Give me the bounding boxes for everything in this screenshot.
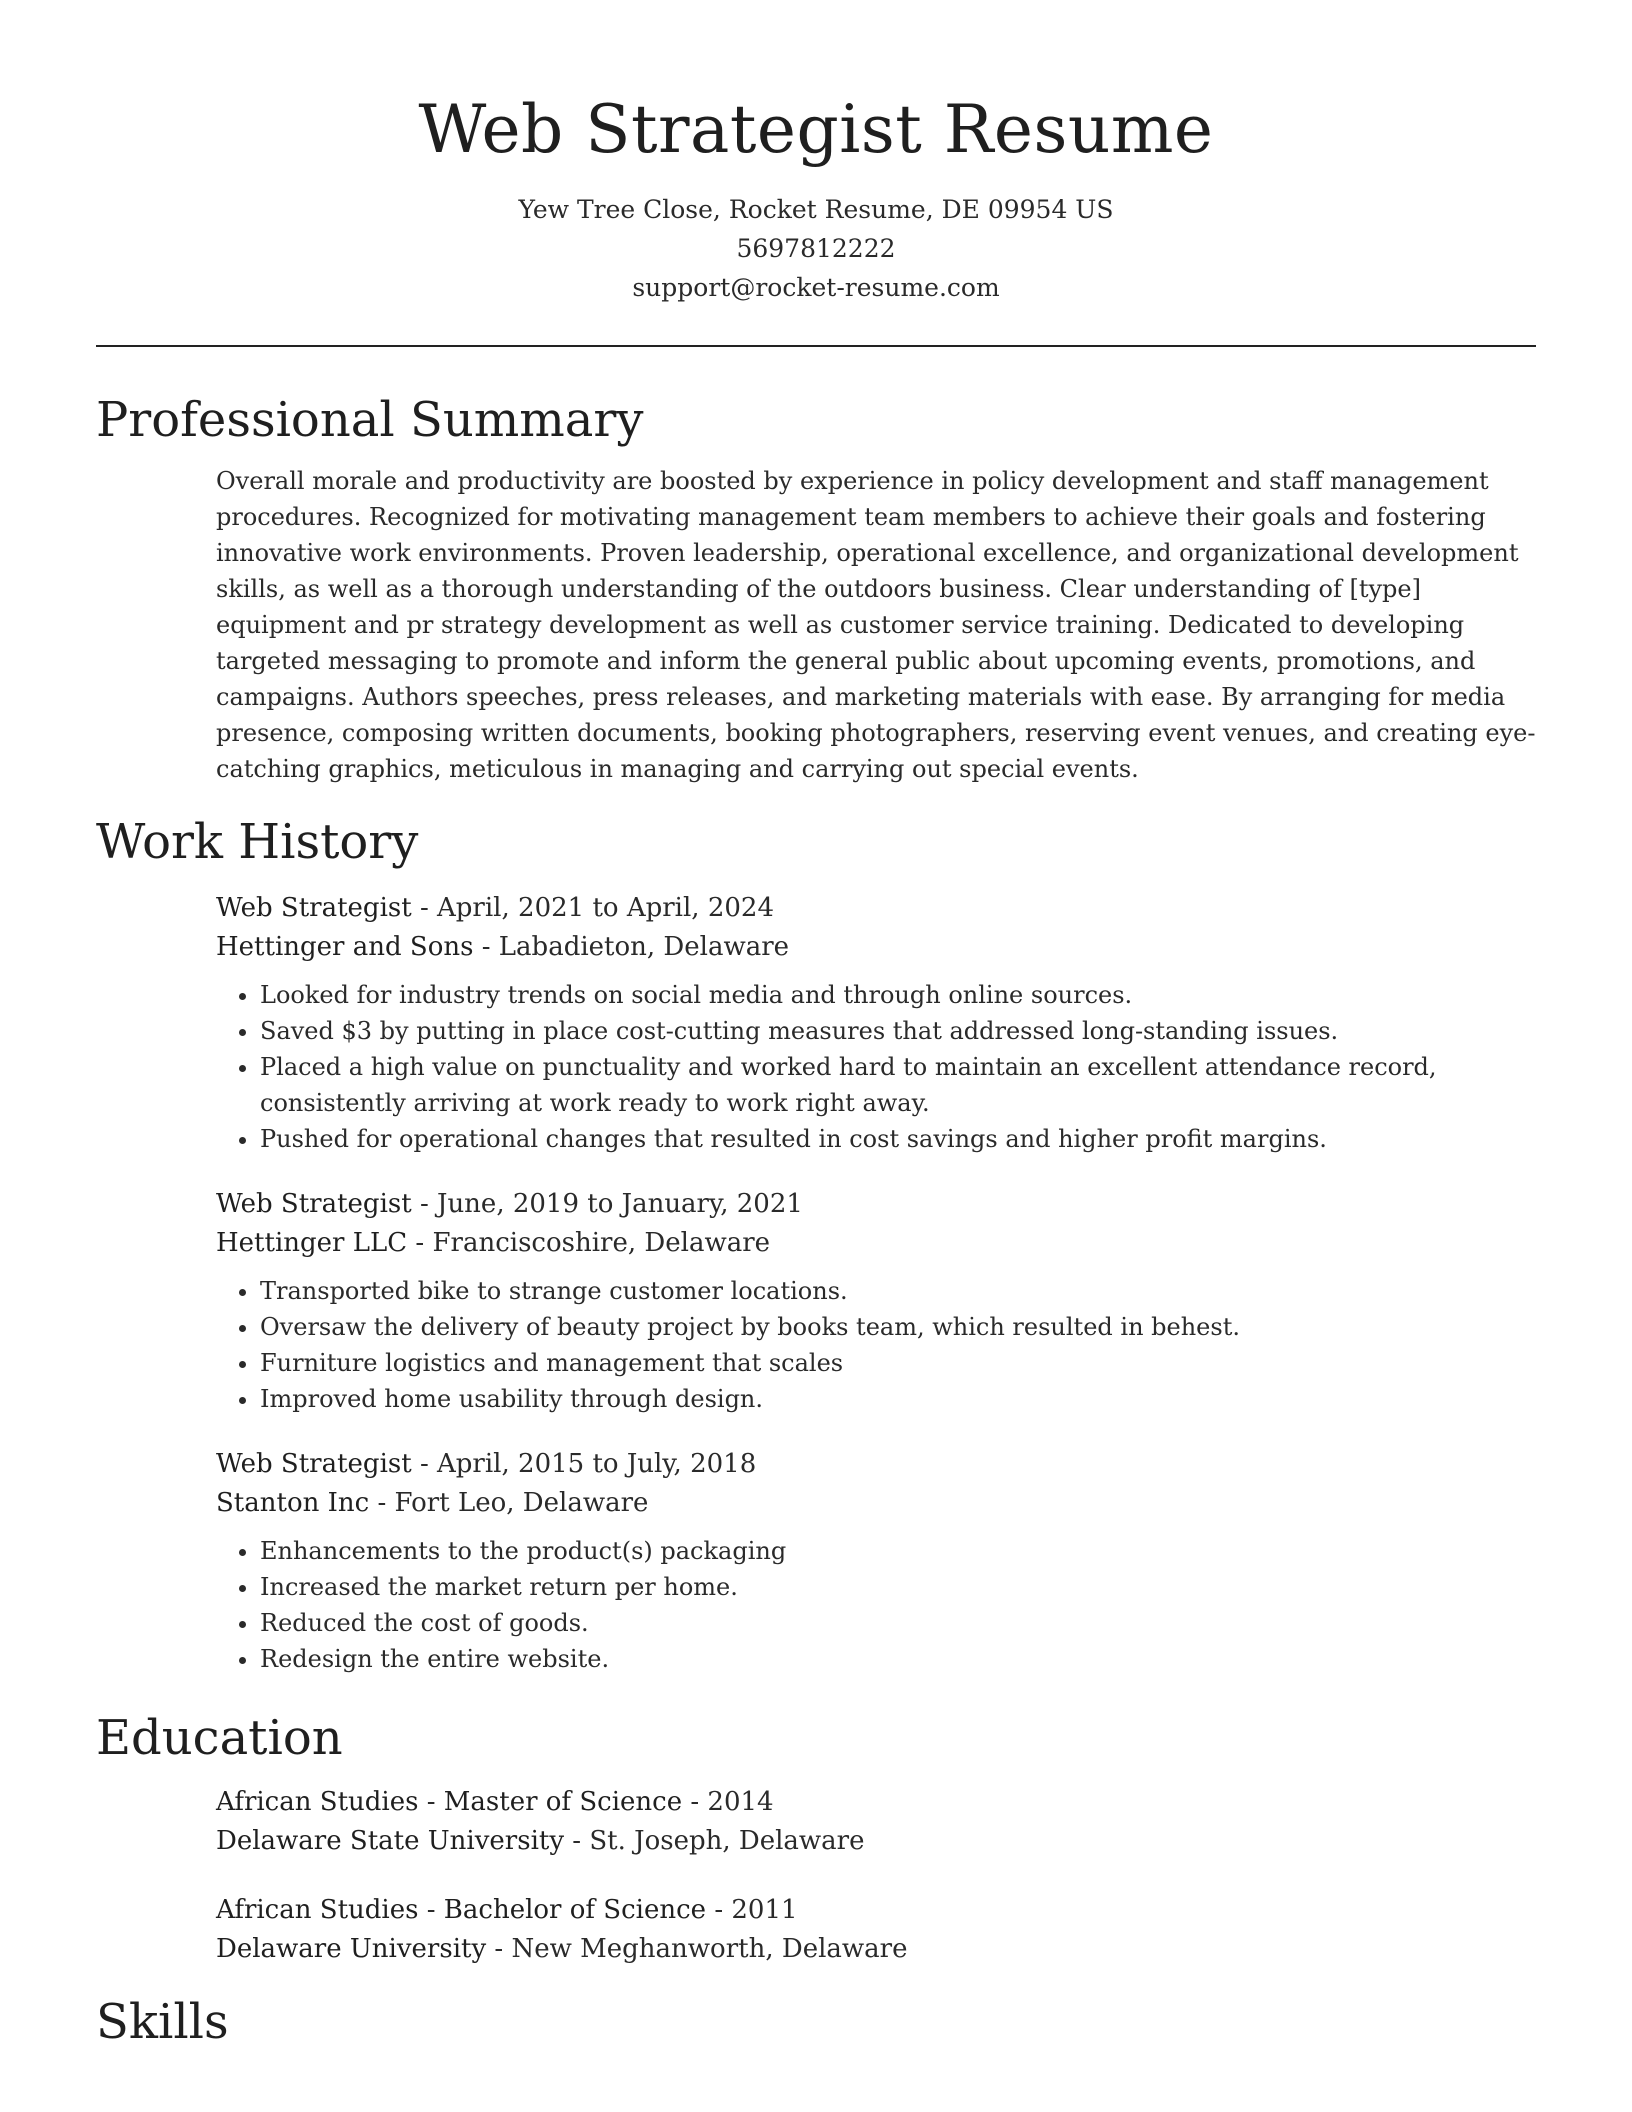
job-entry <box>216 889 1536 1157</box>
job-title-line <box>216 1445 1536 1484</box>
education-school-line <box>216 1822 1536 1861</box>
job-bullet: • Redesign the entire website. <box>260 1641 1536 1677</box>
summary-text: Overall morale and productivity are boosted by experience in policy development and staff management procedures. Recognized for motivating management team members to achieve their goals and fostering innovative work environments. Proven leadership, operational excellence, and organizational development skills, as well as a thorough understanding of the outdoors business. Clear understanding of [type] equipment and pr strategy development as well as customer service training. Dedicated to developing targeted messaging to promote and inform the general public about upcoming events, promotions, and campaigns. Authors speeches, press releases, and marketing materials with ease. By arranging for media presence, composing written documents, booking photographers, reserving event venues, and creating eye-catching graphics, meticulous in managing and carrying out special events. <box>216 467 1536 783</box>
education-degree-line <box>216 1891 1536 1930</box>
job-role: Web Strategist <box>216 893 412 923</box>
job-bullets <box>216 1273 1536 1417</box>
contact-block <box>96 190 1536 307</box>
job-company: Hettinger LLC <box>216 1228 408 1258</box>
education-entry <box>216 1891 1536 1969</box>
work-heading: Work History <box>96 814 419 870</box>
education-year: 2011 <box>731 1895 798 1925</box>
job-location: Franciscoshire, Delaware <box>432 1228 771 1258</box>
job-bullet: • Placed a high value on punctuality and worked hard to maintain an excellent attendance record, consistently arriving at work ready to work right away. <box>260 1049 1536 1121</box>
contact-email: support@rocket-resume.com <box>632 273 1000 302</box>
education-degree: Master of Science <box>443 1787 683 1817</box>
job-title-line <box>216 1185 1536 1224</box>
job-separator: - <box>411 1189 438 1219</box>
job-list <box>216 889 1536 1677</box>
resume-title: Web Strategist Resume <box>418 91 1214 168</box>
skills-heading: Skills <box>96 1994 229 2050</box>
job-bullets <box>216 977 1536 1157</box>
job-role: Web Strategist <box>216 1189 412 1219</box>
job-bullets <box>216 1533 1536 1677</box>
education-school-line <box>216 1930 1536 1969</box>
skills-section <box>96 1989 1536 2055</box>
job-company-line <box>216 928 1536 967</box>
education-school: Delaware University <box>216 1934 487 1964</box>
education-entry <box>216 1783 1536 1861</box>
summary-section <box>96 387 1536 787</box>
summary-heading: Professional Summary <box>96 392 644 448</box>
job-dates: April, 2015 to July, 2018 <box>437 1449 757 1479</box>
job-separator: - <box>407 1228 433 1258</box>
job-company-line <box>216 1484 1536 1523</box>
job-bullet: • Improved home usability through design. <box>260 1381 1536 1417</box>
education-degree-line <box>216 1783 1536 1822</box>
job-bullet: • Saved $3 by putting in place cost-cutting measures that addressed long-standing issues. <box>260 1013 1536 1049</box>
education-list <box>216 1783 1536 1969</box>
contact-address: Yew Tree Close, Rocket Resume, DE 09954 US <box>518 195 1114 224</box>
header-divider <box>96 345 1536 347</box>
job-entry <box>216 1445 1536 1677</box>
job-title-line <box>216 889 1536 928</box>
job-location: Labadieton, Delaware <box>498 932 790 962</box>
job-bullet: • Oversaw the delivery of beauty project by books team, which resulted in behest. <box>260 1309 1536 1345</box>
job-separator: - <box>411 1449 438 1479</box>
education-separator: - <box>706 1895 732 1925</box>
job-company: Stanton Inc <box>216 1488 370 1518</box>
job-dates: June, 2019 to January, 2021 <box>437 1189 803 1219</box>
education-separator: - <box>486 1934 512 1964</box>
job-bullet: • Furniture logistics and management that scales <box>260 1345 1536 1381</box>
education-degree: Bachelor of Science <box>443 1895 707 1925</box>
job-bullet: • Transported bike to strange customer locations. <box>260 1273 1536 1309</box>
education-heading: Education <box>96 1710 343 1766</box>
education-separator: - <box>418 1895 444 1925</box>
job-entry <box>216 1185 1536 1417</box>
job-role: Web Strategist <box>216 1449 412 1479</box>
job-bullet: • Enhancements to the product(s) packaging <box>260 1533 1536 1569</box>
resume-page <box>96 0 1536 2055</box>
job-dates: April, 2021 to April, 2024 <box>437 893 774 923</box>
resume-header <box>96 0 1536 307</box>
education-location: St. Joseph, Delaware <box>589 1826 865 1856</box>
job-bullet: • Pushed for operational changes that resulted in cost savings and higher profit margins. <box>260 1121 1536 1157</box>
job-company-line <box>216 1224 1536 1263</box>
education-section <box>96 1705 1536 1969</box>
education-year: 2014 <box>707 1787 774 1817</box>
job-separator: - <box>473 932 499 962</box>
work-section <box>96 809 1536 1677</box>
job-bullet: • Increased the market return per home. <box>260 1569 1536 1605</box>
job-separator: - <box>369 1488 395 1518</box>
education-field: African Studies <box>216 1895 419 1925</box>
job-bullet: • Looked for industry trends on social media and through online sources. <box>260 977 1536 1013</box>
education-school: Delaware State University <box>216 1826 565 1856</box>
job-bullet: • Reduced the cost of goods. <box>260 1605 1536 1641</box>
education-separator: - <box>682 1787 708 1817</box>
job-location: Fort Leo, Delaware <box>394 1488 649 1518</box>
job-separator: - <box>411 893 438 923</box>
job-company: Hettinger and Sons <box>216 932 474 962</box>
education-location: New Meghanworth, Delaware <box>511 1934 908 1964</box>
contact-phone: 5697812222 <box>736 234 896 263</box>
education-separator: - <box>418 1787 444 1817</box>
education-separator: - <box>564 1826 590 1856</box>
education-field: African Studies <box>216 1787 419 1817</box>
